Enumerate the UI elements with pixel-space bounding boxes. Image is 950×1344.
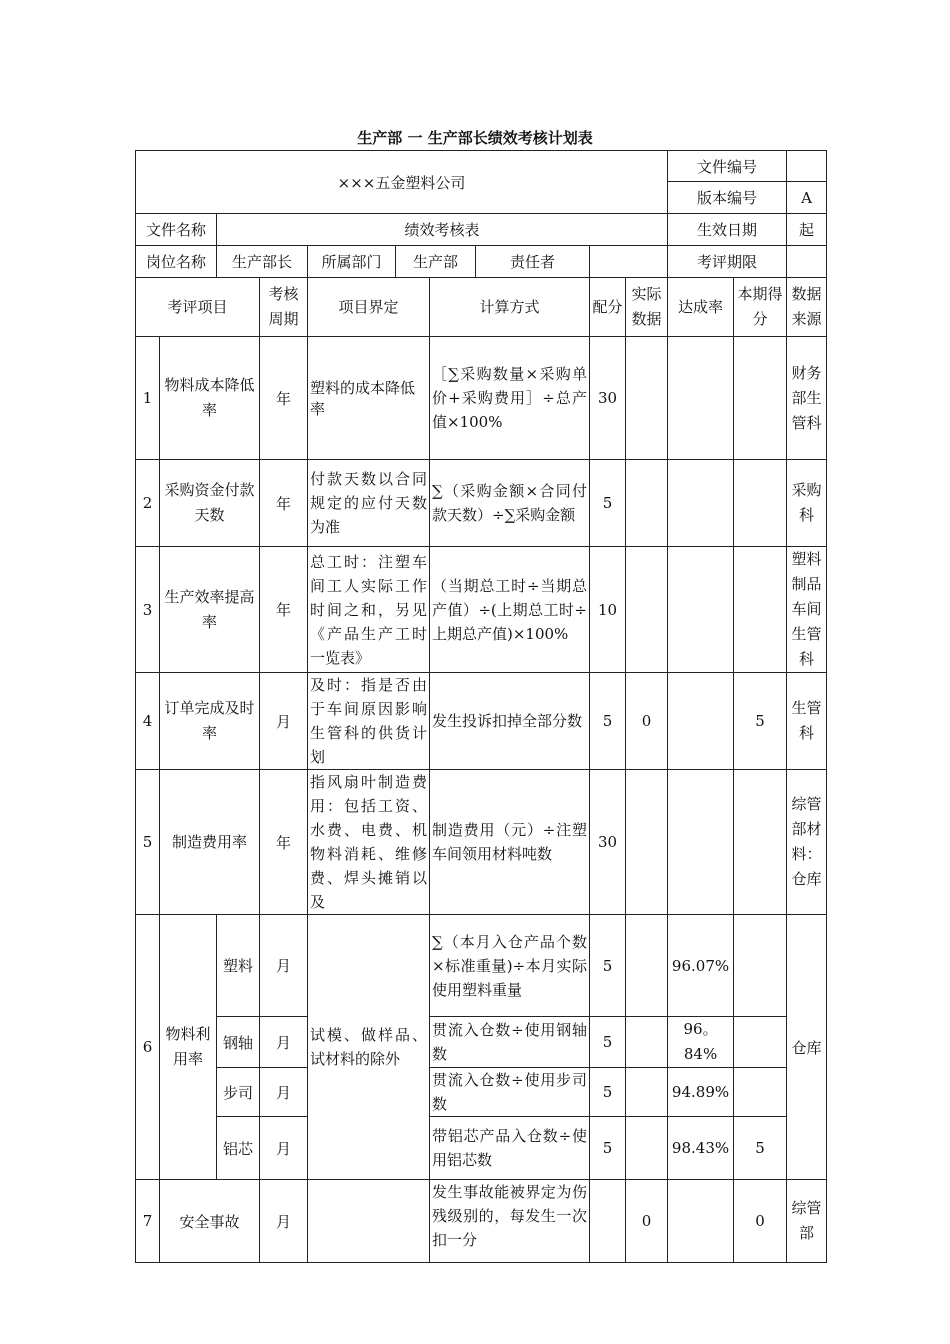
row-item: 制造费用率 (160, 770, 260, 915)
row-source: 塑料制品车间生管科 (787, 547, 827, 673)
col-definition: 项目界定 (308, 278, 430, 337)
table-row (136, 337, 827, 460)
row-source: 采购科 (787, 460, 827, 547)
file-name-value: 绩效考核表 (217, 214, 668, 246)
row-actual (626, 547, 668, 673)
row-item: 物料利用率 (160, 915, 217, 1180)
owner-value (590, 246, 668, 278)
row-cycle: 年 (260, 337, 308, 460)
col-cycle: 考核周期 (260, 278, 308, 337)
position-value: 生产部长 (217, 246, 308, 278)
row-weight: 30 (590, 770, 626, 915)
table-row (136, 1180, 827, 1263)
sub-item-actual (626, 1017, 668, 1068)
row-definition: 付款天数以合同规定的应付天数为准 (308, 460, 430, 547)
row-rate (668, 337, 734, 460)
row-source: 仓库 (787, 915, 827, 1180)
row-no: 5 (136, 770, 160, 915)
row-item: 安全事故 (160, 1180, 260, 1263)
row-item: 物料成本降低率 (160, 337, 260, 460)
table-row (136, 547, 827, 673)
row-item: 订单完成及时率 (160, 673, 260, 770)
row-cycle: 月 (260, 1180, 308, 1263)
row-rate (668, 770, 734, 915)
col-rate: 达成率 (668, 278, 734, 337)
sub-item-score: 5 (734, 1117, 787, 1180)
row-score (734, 460, 787, 547)
row-cycle: 年 (260, 460, 308, 547)
row-cycle: 年 (260, 770, 308, 915)
row-rate (668, 673, 734, 770)
col-actual: 实际数据 (626, 278, 668, 337)
page-title: 生产部 一 生产部长绩效考核计划表 (357, 129, 593, 147)
row-actual (626, 460, 668, 547)
table-row (136, 1117, 827, 1180)
row-formula: （当期总工时÷当期总产值）÷(上期总工时÷上期总产值)×100% (430, 547, 590, 673)
sub-item-formula: ∑（本月入仓产品个数×标准重量)÷本月实际使用塑料重量 (430, 915, 590, 1017)
row-no: 7 (136, 1180, 160, 1263)
row-definition: 及时：指是否由于车间原因影响生管科的供货计划 (308, 673, 430, 770)
row-rate (668, 1180, 734, 1263)
row-actual (626, 770, 668, 915)
col-weight: 配分 (590, 278, 626, 337)
row-actual (626, 337, 668, 460)
sub-item-weight: 5 (590, 915, 626, 1017)
sub-item-actual (626, 915, 668, 1017)
file-no-value (787, 151, 827, 182)
sub-item-actual (626, 1117, 668, 1180)
row-no: 1 (136, 337, 160, 460)
table-row (136, 673, 827, 770)
sub-item-rate: 96.07% (668, 915, 734, 1017)
row-definition: 试模、做样品、试材料的除外 (308, 915, 430, 1180)
row-no: 3 (136, 547, 160, 673)
row-cycle: 年 (260, 547, 308, 673)
sub-item-cycle: 月 (260, 1017, 308, 1068)
table-row (136, 460, 827, 547)
row-no: 6 (136, 915, 160, 1180)
table-row (136, 770, 827, 915)
table-row (136, 1068, 827, 1117)
row-definition: 指风扇叶制造费用：包括工资、水费、电费、机物料消耗、维修费、焊头摊销以及 (308, 770, 430, 915)
col-formula: 计算方式 (430, 278, 590, 337)
sub-item-score (734, 915, 787, 1017)
table-row (136, 915, 827, 1017)
row-rate (668, 460, 734, 547)
sub-item-rate: 98.43% (668, 1117, 734, 1180)
row-formula: ∑（采购金额×合同付款天数）÷∑采购金额 (430, 460, 590, 547)
row-source: 生管科 (787, 673, 827, 770)
sub-item-cycle: 月 (260, 1117, 308, 1180)
sub-item-rate: 94.89% (668, 1068, 734, 1117)
row-actual: 0 (626, 1180, 668, 1263)
row-weight: 10 (590, 547, 626, 673)
sub-item-name: 铝芯 (217, 1117, 260, 1180)
row-rate (668, 547, 734, 673)
row-score: 5 (734, 673, 787, 770)
col-score: 本期得分 (734, 278, 787, 337)
row-formula: 制造费用（元）÷注塑车间领用材料吨数 (430, 770, 590, 915)
version-label: 版本编号 (668, 182, 787, 214)
effective-date-label: 生效日期 (668, 214, 787, 246)
sub-item-score (734, 1068, 787, 1117)
row-source: 综管部 (787, 1180, 827, 1263)
period-label: 考评期限 (668, 246, 787, 278)
effective-date-value: 起 (787, 214, 827, 246)
sub-item-cycle: 月 (260, 915, 308, 1017)
sub-item-formula: 贯流入仓数÷使用钢轴数 (430, 1017, 590, 1068)
row-formula: ［∑采购数量×采购单价+采购费用］÷总产值×100% (430, 337, 590, 460)
row-no: 2 (136, 460, 160, 547)
sub-item-formula: 贯流入仓数÷使用步司数 (430, 1068, 590, 1117)
sub-item-actual (626, 1068, 668, 1117)
table-row (136, 1017, 827, 1068)
position-label: 岗位名称 (136, 246, 217, 278)
row-definition: 塑料的成本降低率 (308, 337, 430, 460)
sub-item-weight: 5 (590, 1068, 626, 1117)
sub-item-cycle: 月 (260, 1068, 308, 1117)
row-score (734, 770, 787, 915)
row-formula-cell (430, 1180, 590, 1263)
row-definition (308, 1180, 430, 1263)
row-score (734, 337, 787, 460)
row-weight (590, 1180, 626, 1263)
row-item: 生产效率提高率 (160, 547, 260, 673)
sub-item-formula: 带铝芯产品入仓数÷使用铝芯数 (430, 1117, 590, 1180)
col-item: 考评项目 (136, 278, 260, 337)
file-name-label: 文件名称 (136, 214, 217, 246)
col-source: 数据来源 (787, 278, 827, 337)
row-formula: 发生事故能被界定为伤残级别的，每发生一次扣一分 (432, 1183, 587, 1249)
row-weight: 5 (590, 673, 626, 770)
version-value: A (787, 182, 827, 214)
row-item: 采购资金付款天数 (160, 460, 260, 547)
row-weight: 5 (590, 460, 626, 547)
row-cycle: 月 (260, 673, 308, 770)
performance-table (135, 150, 827, 1263)
row-score: 0 (734, 1180, 787, 1263)
row-formula: 发生投诉扣掉全部分数 (430, 673, 590, 770)
sub-item-name: 步司 (217, 1068, 260, 1117)
sub-item-rate: 96。84% (668, 1017, 734, 1068)
sub-item-score (734, 1017, 787, 1068)
row-definition: 总工时：注塑车间工人实际工作时间之和，另见《产品生产工时一览表》 (308, 547, 430, 673)
row-source: 综管部材料：仓库 (787, 770, 827, 915)
row-no: 4 (136, 673, 160, 770)
sub-item-name: 塑料 (217, 915, 260, 1017)
row-actual: 0 (626, 673, 668, 770)
dept-label: 所属部门 (308, 246, 396, 278)
owner-label: 责任者 (476, 246, 590, 278)
row-score (734, 547, 787, 673)
dept-value: 生产部 (396, 246, 476, 278)
sub-item-weight: 5 (590, 1017, 626, 1068)
row-source: 财务部生管科 (787, 337, 827, 460)
sub-item-name: 钢轴 (217, 1017, 260, 1068)
period-value (787, 246, 827, 278)
company-name: ×××五金塑料公司 (136, 151, 668, 214)
file-no-label: 文件编号 (668, 151, 787, 182)
row-weight: 30 (590, 337, 626, 460)
sub-item-weight: 5 (590, 1117, 626, 1180)
